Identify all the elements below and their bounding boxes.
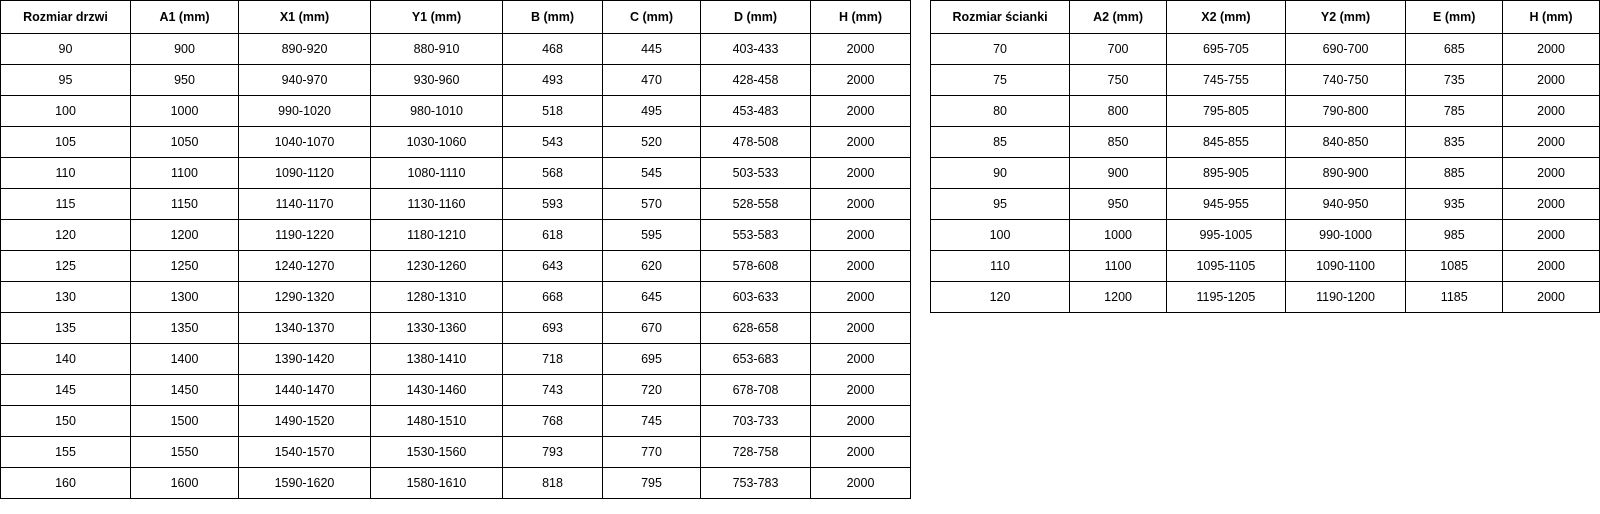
table-row	[1, 468, 911, 499]
table-cell: 690-700	[1285, 34, 1406, 65]
table-cell: 1185	[1406, 282, 1503, 313]
walls-table-head	[931, 1, 1600, 34]
table-cell: 2000	[811, 127, 911, 158]
table-row	[1, 437, 911, 468]
table-row	[1, 406, 911, 437]
table-cell: 1130-1160	[371, 189, 503, 220]
table-cell: 1540-1570	[239, 437, 371, 468]
table-cell: 1190-1200	[1285, 282, 1406, 313]
table-cell: 1280-1310	[371, 282, 503, 313]
table-cell: 990-1000	[1285, 220, 1406, 251]
table-row	[931, 158, 1600, 189]
table-cell: 990-1020	[239, 96, 371, 127]
column-header: H (mm)	[1503, 1, 1600, 34]
table-cell: 568	[503, 158, 603, 189]
table-cell: 593	[503, 189, 603, 220]
table-cell: 603-633	[701, 282, 811, 313]
column-header: Rozmiar ścianki	[931, 1, 1070, 34]
table-cell: 2000	[811, 65, 911, 96]
table-row	[931, 127, 1600, 158]
table-cell: 470	[603, 65, 701, 96]
table-cell: 595	[603, 220, 701, 251]
table-cell: 620	[603, 251, 701, 282]
table-cell: 110	[931, 251, 1070, 282]
table-cell: 155	[1, 437, 131, 468]
table-cell: 90	[931, 158, 1070, 189]
table-cell: 1550	[131, 437, 239, 468]
table-cell: 740-750	[1285, 65, 1406, 96]
table-row	[1, 158, 911, 189]
table-cell: 2000	[811, 313, 911, 344]
table-cell: 75	[931, 65, 1070, 96]
table-cell: 468	[503, 34, 603, 65]
table-header-row	[931, 1, 1600, 34]
table-cell: 980-1010	[371, 96, 503, 127]
table-cell: 750	[1070, 65, 1167, 96]
table-cell: 1330-1360	[371, 313, 503, 344]
table-cell: 628-658	[701, 313, 811, 344]
table-cell: 1200	[1070, 282, 1167, 313]
table-cell: 1500	[131, 406, 239, 437]
table-cell: 570	[603, 189, 701, 220]
table-cell: 835	[1406, 127, 1503, 158]
table-cell: 453-483	[701, 96, 811, 127]
table-cell: 2000	[811, 96, 911, 127]
table-cell: 1230-1260	[371, 251, 503, 282]
table-cell: 880-910	[371, 34, 503, 65]
column-header: C (mm)	[603, 1, 701, 34]
doors-table-head	[1, 1, 911, 34]
table-cell: 478-508	[701, 127, 811, 158]
table-cell: 2000	[811, 437, 911, 468]
table-cell: 945-955	[1167, 189, 1286, 220]
table-row	[931, 65, 1600, 96]
table-cell: 120	[931, 282, 1070, 313]
table-cell: 100	[1, 96, 131, 127]
table-cell: 1080-1110	[371, 158, 503, 189]
table-cell: 1480-1510	[371, 406, 503, 437]
table-cell: 520	[603, 127, 701, 158]
table-cell: 90	[1, 34, 131, 65]
table-cell: 1085	[1406, 251, 1503, 282]
table-row	[931, 34, 1600, 65]
table-cell: 2000	[811, 251, 911, 282]
table-cell: 718	[503, 344, 603, 375]
table-cell: 735	[1406, 65, 1503, 96]
table-cell: 1430-1460	[371, 375, 503, 406]
table-row	[1, 251, 911, 282]
table-cell: 2000	[1503, 65, 1600, 96]
table-cell: 1050	[131, 127, 239, 158]
table-cell: 2000	[1503, 127, 1600, 158]
table-cell: 1180-1210	[371, 220, 503, 251]
table-cell: 800	[1070, 96, 1167, 127]
table-cell: 753-783	[701, 468, 811, 499]
table-cell: 150	[1, 406, 131, 437]
table-cell: 785	[1406, 96, 1503, 127]
table-cell: 940-970	[239, 65, 371, 96]
table-cell: 1290-1320	[239, 282, 371, 313]
table-cell: 2000	[1503, 34, 1600, 65]
table-cell: 1450	[131, 375, 239, 406]
table-cell: 845-855	[1167, 127, 1286, 158]
table-cell: 1340-1370	[239, 313, 371, 344]
table-cell: 1100	[1070, 251, 1167, 282]
table-cell: 110	[1, 158, 131, 189]
table-cell: 2000	[1503, 189, 1600, 220]
table-cell: 445	[603, 34, 701, 65]
table-cell: 1140-1170	[239, 189, 371, 220]
table-cell: 670	[603, 313, 701, 344]
table-cell: 793	[503, 437, 603, 468]
table-cell: 1030-1060	[371, 127, 503, 158]
table-row	[931, 282, 1600, 313]
column-header: X1 (mm)	[239, 1, 371, 34]
table-cell: 1150	[131, 189, 239, 220]
table-cell: 930-960	[371, 65, 503, 96]
table-cell: 890-900	[1285, 158, 1406, 189]
table-cell: 940-950	[1285, 189, 1406, 220]
table-cell: 885	[1406, 158, 1503, 189]
table-row	[1, 375, 911, 406]
table-row	[1, 34, 911, 65]
table-cell: 2000	[811, 406, 911, 437]
table-cell: 140	[1, 344, 131, 375]
table-cell: 528-558	[701, 189, 811, 220]
table-cell: 1090-1100	[1285, 251, 1406, 282]
table-cell: 900	[131, 34, 239, 65]
table-cell: 1440-1470	[239, 375, 371, 406]
table-cell: 1240-1270	[239, 251, 371, 282]
table-row	[1, 220, 911, 251]
table-cell: 2000	[811, 375, 911, 406]
column-header: A2 (mm)	[1070, 1, 1167, 34]
table-cell: 1590-1620	[239, 468, 371, 499]
table-cell: 618	[503, 220, 603, 251]
table-cell: 2000	[811, 220, 911, 251]
table-row	[1, 313, 911, 344]
table-cell: 950	[1070, 189, 1167, 220]
table-row	[1, 282, 911, 313]
column-header: A1 (mm)	[131, 1, 239, 34]
table-row	[1, 189, 911, 220]
table-cell: 543	[503, 127, 603, 158]
table-cell: 1300	[131, 282, 239, 313]
table-cell: 1040-1070	[239, 127, 371, 158]
table-cell: 428-458	[701, 65, 811, 96]
table-cell: 403-433	[701, 34, 811, 65]
table-cell: 115	[1, 189, 131, 220]
table-cell: 1400	[131, 344, 239, 375]
table-cell: 145	[1, 375, 131, 406]
table-cell: 493	[503, 65, 603, 96]
table-cell: 2000	[811, 282, 911, 313]
table-cell: 2000	[1503, 158, 1600, 189]
table-cell: 645	[603, 282, 701, 313]
table-cell: 693	[503, 313, 603, 344]
column-header: D (mm)	[701, 1, 811, 34]
table-cell: 2000	[1503, 220, 1600, 251]
table-cell: 770	[603, 437, 701, 468]
table-cell: 890-920	[239, 34, 371, 65]
table-row	[1, 96, 911, 127]
table-cell: 985	[1406, 220, 1503, 251]
table-row	[931, 96, 1600, 127]
table-cell: 135	[1, 313, 131, 344]
table-row	[931, 220, 1600, 251]
table-cell: 545	[603, 158, 701, 189]
table-cell: 703-733	[701, 406, 811, 437]
table-row	[931, 251, 1600, 282]
table-cell: 818	[503, 468, 603, 499]
table-cell: 935	[1406, 189, 1503, 220]
column-header: B (mm)	[503, 1, 603, 34]
table-cell: 578-608	[701, 251, 811, 282]
table-cell: 685	[1406, 34, 1503, 65]
table-cell: 790-800	[1285, 96, 1406, 127]
table-cell: 70	[931, 34, 1070, 65]
column-header: X2 (mm)	[1167, 1, 1286, 34]
table-cell: 503-533	[701, 158, 811, 189]
table-cell: 653-683	[701, 344, 811, 375]
table-cell: 720	[603, 375, 701, 406]
table-cell: 553-583	[701, 220, 811, 251]
table-cell: 840-850	[1285, 127, 1406, 158]
table-cell: 100	[931, 220, 1070, 251]
table-cell: 995-1005	[1167, 220, 1286, 251]
table-cell: 795	[603, 468, 701, 499]
table-cell: 130	[1, 282, 131, 313]
table-cell: 2000	[811, 344, 911, 375]
table-cell: 85	[931, 127, 1070, 158]
table-cell: 695-705	[1167, 34, 1286, 65]
table-cell: 95	[1, 65, 131, 96]
table-cell: 495	[603, 96, 701, 127]
table-cell: 695	[603, 344, 701, 375]
table-row	[931, 189, 1600, 220]
table-cell: 745	[603, 406, 701, 437]
walls-table-container	[930, 0, 1600, 313]
table-cell: 1090-1120	[239, 158, 371, 189]
column-header: Y1 (mm)	[371, 1, 503, 34]
doors-table-body	[1, 34, 911, 499]
table-cell: 2000	[811, 468, 911, 499]
table-cell: 120	[1, 220, 131, 251]
table-cell: 2000	[811, 189, 911, 220]
walls-table-body	[931, 34, 1600, 313]
column-header: Rozmiar drzwi	[1, 1, 131, 34]
table-row	[1, 65, 911, 96]
table-cell: 643	[503, 251, 603, 282]
table-cell: 2000	[1503, 96, 1600, 127]
column-header: Y2 (mm)	[1285, 1, 1406, 34]
table-cell: 2000	[811, 34, 911, 65]
table-cell: 1350	[131, 313, 239, 344]
table-cell: 1000	[1070, 220, 1167, 251]
table-cell: 2000	[1503, 251, 1600, 282]
table-cell: 2000	[1503, 282, 1600, 313]
table-cell: 1100	[131, 158, 239, 189]
table-cell: 1250	[131, 251, 239, 282]
table-cell: 768	[503, 406, 603, 437]
table-cell: 105	[1, 127, 131, 158]
table-cell: 125	[1, 251, 131, 282]
table-cell: 1490-1520	[239, 406, 371, 437]
table-cell: 700	[1070, 34, 1167, 65]
table-cell: 895-905	[1167, 158, 1286, 189]
walls-dimensions-table	[930, 0, 1600, 313]
column-header: H (mm)	[811, 1, 911, 34]
table-cell: 728-758	[701, 437, 811, 468]
table-cell: 80	[931, 96, 1070, 127]
table-header-row	[1, 1, 911, 34]
table-cell: 900	[1070, 158, 1167, 189]
table-cell: 668	[503, 282, 603, 313]
table-cell: 1095-1105	[1167, 251, 1286, 282]
table-row	[1, 344, 911, 375]
table-cell: 795-805	[1167, 96, 1286, 127]
table-cell: 518	[503, 96, 603, 127]
table-cell: 1580-1610	[371, 468, 503, 499]
table-cell: 95	[931, 189, 1070, 220]
table-cell: 950	[131, 65, 239, 96]
table-cell: 850	[1070, 127, 1167, 158]
column-header: E (mm)	[1406, 1, 1503, 34]
table-cell: 1195-1205	[1167, 282, 1286, 313]
table-cell: 743	[503, 375, 603, 406]
table-cell: 1190-1220	[239, 220, 371, 251]
table-cell: 678-708	[701, 375, 811, 406]
table-row	[1, 127, 911, 158]
table-cell: 745-755	[1167, 65, 1286, 96]
table-cell: 1380-1410	[371, 344, 503, 375]
table-cell: 1530-1560	[371, 437, 503, 468]
table-cell: 1600	[131, 468, 239, 499]
table-cell: 1390-1420	[239, 344, 371, 375]
table-cell: 1200	[131, 220, 239, 251]
table-cell: 2000	[811, 158, 911, 189]
table-cell: 160	[1, 468, 131, 499]
table-cell: 1000	[131, 96, 239, 127]
